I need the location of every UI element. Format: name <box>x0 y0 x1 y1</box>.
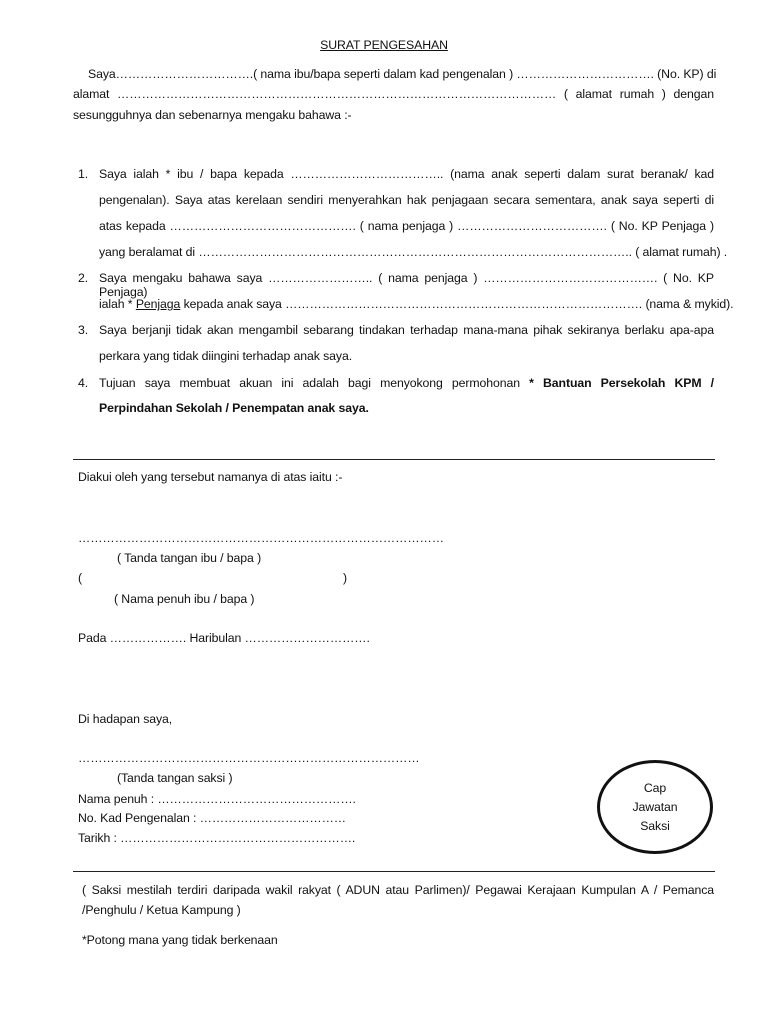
before-me-text: Di hadapan saya, <box>78 712 173 726</box>
item-4-line-1-pre: Tujuan saya membuat akuan ini adalah bagi menyokong permohonan <box>99 376 530 390</box>
item-3-number: 3. <box>78 323 89 337</box>
intro-line-3: sesungguhnya dan sebenarnya mengaku bahawa :- <box>73 108 352 122</box>
item-4-line-2: Perpindahan Sekolah / Penempatan anak saya. <box>99 401 369 415</box>
parent-signature-line: ……………………………………………………………………………… <box>78 531 444 545</box>
document-title: SURAT PENGESAHAN <box>320 38 448 52</box>
witness-date: Tarikh : …………………………………………………. <box>78 831 356 845</box>
item-2-line-2-post: kepada anak saya ……………………………………………………………………………. (nama & mykid). <box>180 297 734 311</box>
item-4-line-1 <box>99 376 714 390</box>
official-stamp-circle <box>597 760 713 854</box>
item-4-line-1-bold: * Bantuan Persekolah KPM / <box>529 376 714 390</box>
divider-top <box>73 459 715 460</box>
parent-name-label: ( Nama penuh ibu / bapa ) <box>114 592 255 606</box>
item-1-line-3: atas kepada ………………………………………. ( nama penjaga ) ………………………………. ( No. KP Penjaga ) <box>99 219 714 233</box>
item-1-line-4: yang beralamat di …………………………………………………………………………………………….. ( alamat rumah) . <box>99 245 728 259</box>
stamp-line-1: Cap <box>643 780 667 795</box>
date-line: Pada ………………. Haribulan …………………………. <box>78 631 370 645</box>
intro-line-1: Saya…………………………….( nama ibu/bapa seperti dalam kad pengenalan ) ……………………………. (No. KP) di <box>88 67 717 81</box>
witness-ic-number: No. Kad Pengenalan : ……………………………… <box>78 811 347 825</box>
witness-note-line-1: ( Saksi mestilah terdiri daripada wakil rakyat ( ADUN atau Parlimen)/ Pegawai Kerajaan Kumpulan A / Pemanca <box>82 883 714 897</box>
acknowledged-text: Diakui oleh yang tersebut namanya di atas iaitu :- <box>78 470 343 484</box>
item-2-underlined-word: Penjaga <box>135 297 181 311</box>
parent-signature-label: ( Tanda tangan ibu / bapa ) <box>117 551 262 565</box>
stamp-line-2: Jawatan <box>632 799 678 814</box>
item-1-number: 1. <box>78 167 89 181</box>
divider-bottom <box>73 871 715 872</box>
witness-note-line-2: /Penghulu / Ketua Kampung ) <box>82 903 241 917</box>
intro-line-2: alamat ……………………………………………………………………………………………… ( alamat rumah ) dengan <box>73 87 714 101</box>
item-1-line-2: pengenalan). Saya atas kerelaan sendiri menyerahkan hak penjagaan secara sementara, anak saya seperti di <box>99 193 714 207</box>
stamp-line-3: Saksi <box>640 818 670 833</box>
item-2-line-2 <box>99 297 733 311</box>
item-3-line-1: Saya berjanji tidak akan mengambil sebarang tindakan terhadap mana-mana pihak sekiranya berlaku apa-apa <box>99 323 714 337</box>
footnote: *Potong mana yang tidak berkenaan <box>82 933 278 947</box>
item-2-line-2-pre: ialah * <box>99 297 136 311</box>
item-3-line-2: perkara yang tidak diingini terhadap anak saya. <box>99 349 353 363</box>
item-2-number: 2. <box>78 271 89 285</box>
witness-signature-line: ………………………………………………………………………… <box>78 751 420 765</box>
item-4-number: 4. <box>78 376 89 390</box>
parent-name-close-paren: ) <box>343 571 347 585</box>
item-2-line-1: Saya mengaku bahawa saya …………………….. ( nama penjaga ) ……………………………………. ( No. KP Penjaga) <box>99 271 714 299</box>
witness-signature-label: (Tanda tangan saksi ) <box>117 771 233 785</box>
parent-name-open-paren: ( <box>78 571 82 585</box>
item-1-line-1: Saya ialah * ibu / bapa kepada ……………………………….. (nama anak seperti dalam surat beranak/ kad <box>99 167 714 181</box>
witness-full-name: Nama penuh : …………………………………………. <box>78 792 356 806</box>
